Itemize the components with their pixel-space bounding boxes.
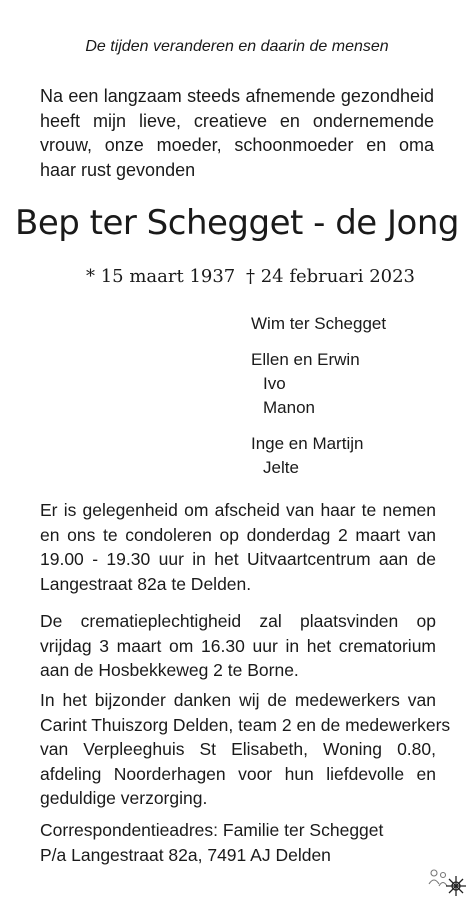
thanks-paragraph	[40, 688, 451, 811]
intro-line: Na een langzaam steeds afnemende gezondheid	[40, 86, 434, 106]
paragraph-line: Er is gelegenheid om afscheid van haar te nemen	[40, 500, 436, 520]
paragraph-line: aan de Hosbekkeweg 2 te Borne.	[40, 660, 299, 680]
paragraph-line: Langestraat 82a te Delden.	[40, 573, 252, 594]
paragraph-line: In het bijzonder danken wij de medewerkers van	[40, 690, 436, 710]
death-date: † 24 februari 2023	[246, 266, 416, 287]
intro-line: vrouw, onze moeder, schoonmoeder en oma	[40, 135, 434, 155]
paragraph-line: van Verpleeghuis St Elisabeth, Woning 0.80,	[40, 739, 436, 759]
family-flower-logo-icon	[426, 864, 466, 898]
family-parent: Inge en Martijn	[251, 434, 364, 453]
family-list	[251, 312, 386, 492]
farewell-paragraph	[40, 498, 436, 596]
intro-line: haar rust gevonden	[40, 159, 196, 180]
motto: De tijden veranderen en daarin de mensen	[85, 38, 389, 55]
paragraph-line: vrijdag 3 maart om 16.30 uur in het crematorium	[40, 635, 436, 656]
intro-text	[40, 84, 434, 182]
family-group-1	[251, 348, 386, 420]
birth-date: * 15 maart 1937	[86, 266, 236, 287]
intro-line: heeft mijn lieve, creatieve en ondernemende	[40, 110, 434, 131]
paragraph-line: 19.00 - 19.30 uur in het Uitvaartcentrum aan de	[40, 549, 436, 569]
family-parent: Ellen en Erwin	[251, 350, 360, 369]
family-child: Jelte	[263, 458, 299, 477]
family-group-2	[251, 432, 386, 480]
paragraph-line: Carint Thuiszorg Delden, team 2 en de medewerkers	[40, 714, 451, 735]
deceased-name: Bep ter Schegget - de Jong	[15, 203, 459, 243]
family-spouse-group	[251, 312, 386, 336]
spouse-name: Wim ter Schegget	[251, 314, 387, 333]
address-line: Correspondentieadres: Familie ter Schegget	[40, 820, 384, 840]
paragraph-line: en ons te condoleren op donderdag 2 maart van	[40, 524, 436, 545]
correspondence-address	[40, 818, 436, 867]
address-line: P/a Langestraat 82a, 7491 AJ Delden	[40, 844, 331, 865]
paragraph-line: afdeling Noorderhagen voor hun liefdevolle en	[40, 763, 436, 784]
family-child: Manon	[263, 398, 315, 417]
family-child: Ivo	[263, 374, 286, 393]
cremation-paragraph	[40, 609, 436, 683]
paragraph-line: geduldige verzorging.	[40, 788, 208, 808]
paragraph-line: De crematieplechtigheid zal plaatsvinden op	[40, 611, 436, 631]
